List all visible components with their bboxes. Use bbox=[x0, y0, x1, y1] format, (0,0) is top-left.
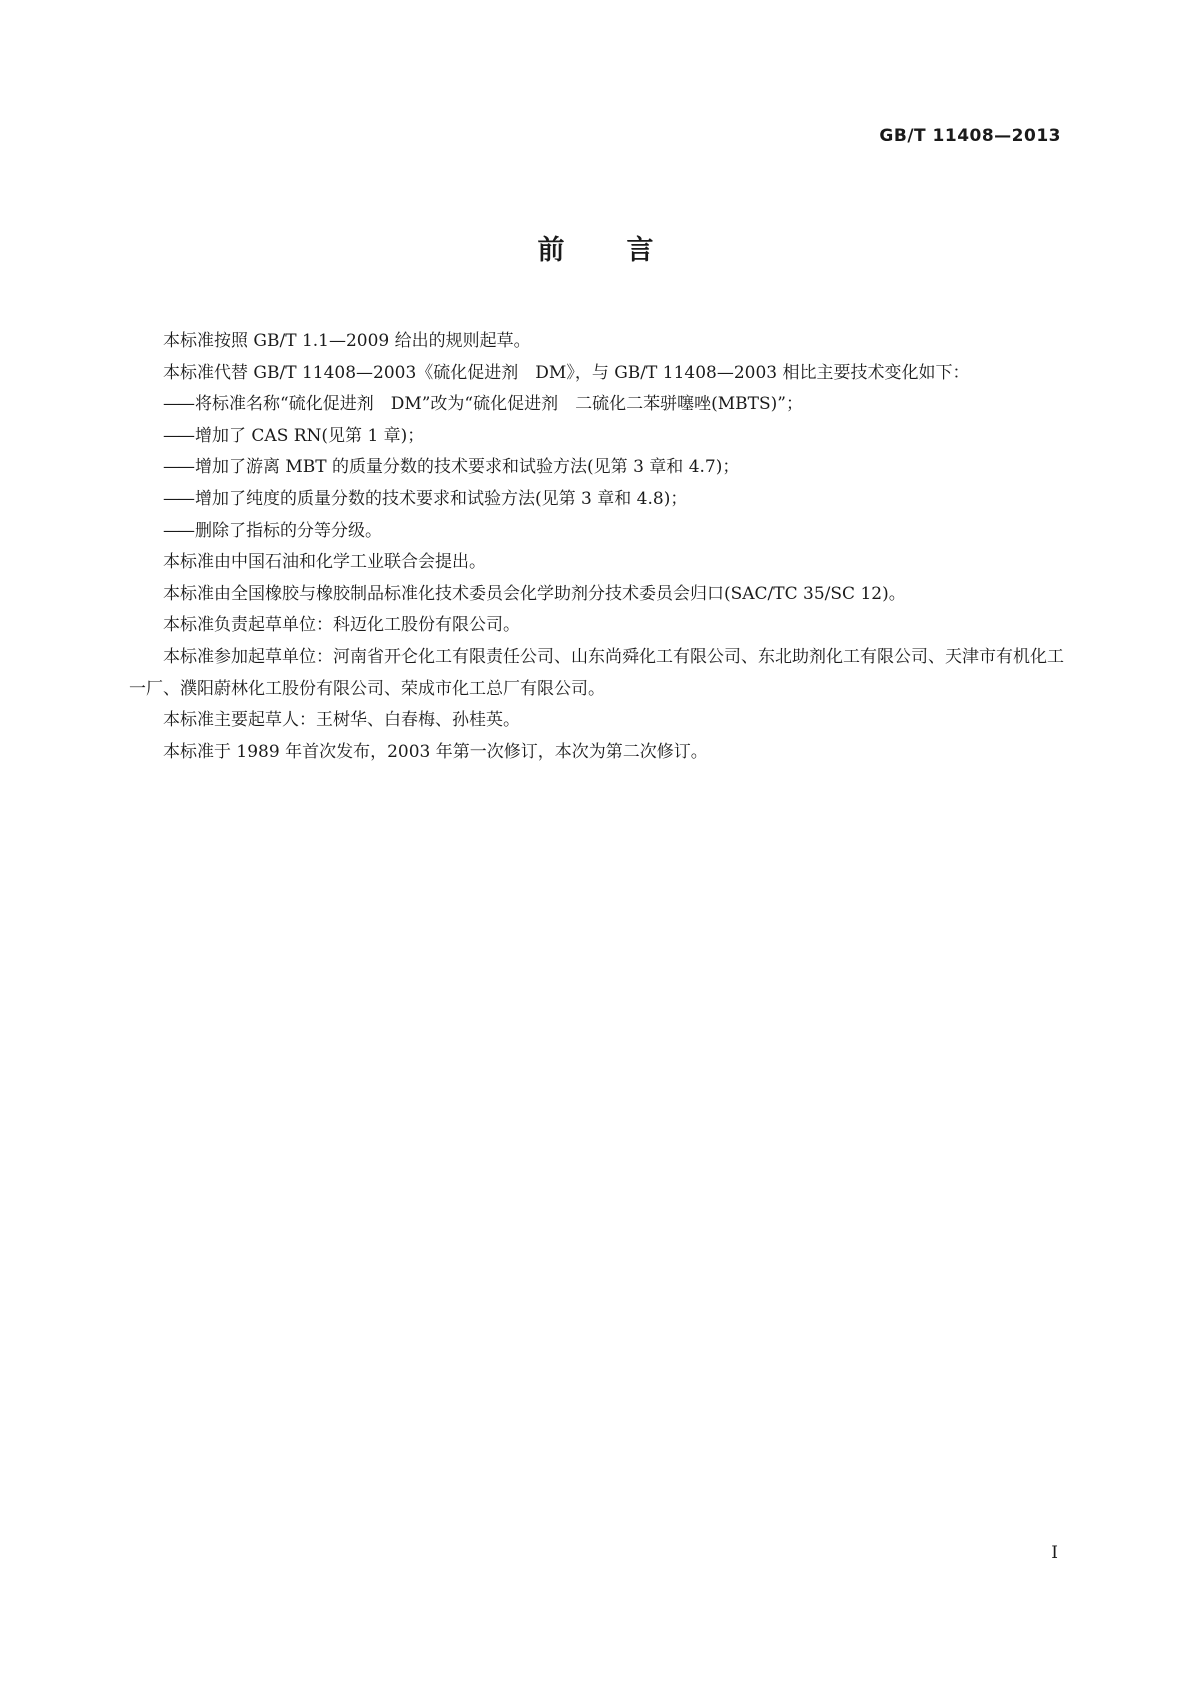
paragraph-history: 本标准于 1989 年首次发布，2003 年第一次修订，本次为第二次修订。 bbox=[163, 741, 708, 762]
paragraph-replacement: 本标准代替 GB/T 11408—2003《硫化促进剂 DM》，与 GB/T 11408—2003 相比主要技术变化如下： bbox=[163, 362, 970, 383]
list-item-text: 增加了纯度的质量分数的技术要求和试验方法(见第 3 章和 4.8)； bbox=[195, 488, 688, 509]
list-item-text: 增加了游离 MBT 的质量分数的技术要求和试验方法(见第 3 章和 4.7)； bbox=[195, 457, 740, 478]
list-item bbox=[129, 452, 1064, 484]
list-item-text: 将标准名称“硫化促进剂 DM”改为“硫化促进剂 二硫化二苯骈噻唑(MBTS)”； bbox=[195, 394, 803, 415]
list-item bbox=[129, 389, 1064, 421]
paragraph-main-drafters: 本标准主要起草人：王树华、白春梅、孙桂英。 bbox=[163, 710, 520, 731]
list-item bbox=[129, 484, 1064, 516]
dash-marker: —— bbox=[163, 457, 193, 478]
dash-marker: —— bbox=[163, 425, 193, 446]
dash-marker: —— bbox=[163, 488, 193, 509]
paragraph-committee: 本标准由全国橡胶与橡胶制品标准化技术委员会化学助剂分技术委员会归口(SAC/TC 35/SC 12)。 bbox=[163, 583, 906, 604]
paragraph-drafting-rules: 本标准按照 GB/T 1.1—2009 给出的规则起草。 bbox=[163, 331, 531, 351]
dash-marker: —— bbox=[163, 520, 193, 541]
page-number: I bbox=[1051, 1543, 1058, 1563]
page-title: 前言 bbox=[537, 235, 716, 266]
paragraph-proposer: 本标准由中国石油和化学工业联合会提出。 bbox=[163, 552, 486, 573]
dash-marker: —— bbox=[163, 394, 193, 415]
list-item bbox=[129, 516, 1064, 548]
paragraph-participating-drafters: 本标准参加起草单位：河南省开仑化工有限责任公司、山东尚舜化工有限公司、东北助剂化工有限公司、天津市有机化工一厂、濮阳蔚林化工股份有限公司、荣成市化工总厂有限公司。 bbox=[129, 646, 1064, 699]
list-item-text: 增加了 CAS RN(见第 1 章)； bbox=[195, 425, 425, 446]
list-item bbox=[129, 421, 1064, 453]
foreword-body bbox=[129, 326, 1064, 768]
standard-number: GB/T 11408—2013 bbox=[879, 126, 1061, 146]
list-item-text: 删除了指标的分等分级。 bbox=[195, 520, 382, 541]
paragraph-lead-drafter: 本标准负责起草单位：科迈化工股份有限公司。 bbox=[163, 615, 520, 636]
